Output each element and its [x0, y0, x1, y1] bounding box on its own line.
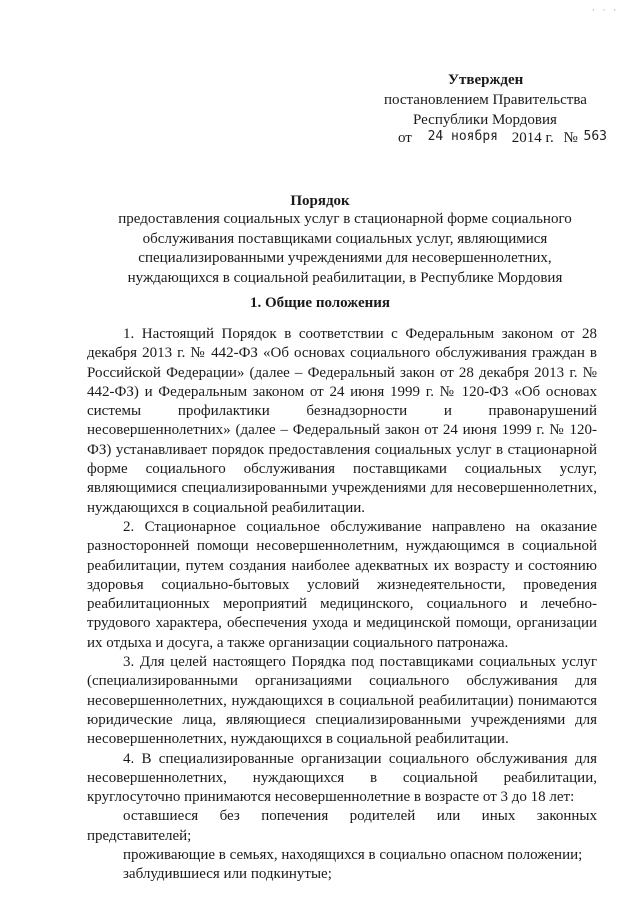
decree-number: 563 [583, 129, 607, 144]
approved-heading: Утвержден [448, 72, 524, 88]
corner-mark: · · · [592, 6, 619, 15]
section-title: 1. Общие положения [249, 295, 391, 311]
date-month: ноября [451, 129, 498, 144]
date-year: 2014 г. [511, 130, 554, 146]
list-item: проживающие в семьях, находящихся в социально опасном положении; [123, 847, 583, 864]
document-body [87, 325, 597, 885]
paragraph-4: 4. В специализированные организации социального обслуживания для несовершеннолетних, нуждающихся в социальной реабилитации, круглосуточно принимаются несовершеннолетние в возрасте от 3 до 18 лет: [87, 750, 597, 806]
date-day: 24 [427, 129, 444, 144]
paragraph-2: 2. Стационарное социальное обслуживание направлено на оказание разносторонней помощи несовершеннолетним, нуждающимся в социальной реабилитации, путем создания наиболее адекватных их возрасту и состоянию здоровья социально-бытовых условий жизнедеятельности, проведения реабилитационных мероприятий медицинского, социального и лечебно-трудового характера, обеспечения ухода и медицинской помощи, организации их отдыха и досуга, а также организации социального патронажа. [87, 518, 597, 651]
paragraph-3: 3. Для целей настоящего Порядка под поставщиками социальных услуг (специализированными организациями социального обслуживания для несовершеннолетних, нуждающихся в социальной реабилитации) понимаются юридические лица, являющиеся специализированными учреждениями для несовершеннолетних, нуждающихся в социальной реабилитации. [87, 654, 597, 748]
paragraph-1: 1. Настоящий Порядок в соответствии с Федеральным законом от 28 декабря 2013 г. № 442-ФЗ «Об основах социального обслуживания граждан в Российской Федерации» (далее – Федеральный закон от 28 декабря 2013 г. № 442-ФЗ) и Федеральным законом от 24 июня 1999 г. № 120-ФЗ «Об основах системы профилактики безнадзорности и правонарушений несовершеннолетних» (далее – Федеральный закон от 24 июня 1999 г. № 120-ФЗ) устанавливает порядок предоставления социальных услуг в стационарной форме социального обслуживания поставщиками социальных услуг, являющимися специализированными учреждениями для несовершеннолетних, нуждающихся в социальной реабилитации. [87, 326, 597, 516]
number-sign: № [563, 130, 578, 146]
date-prefix: от [398, 130, 412, 146]
document-title: Порядок [290, 193, 350, 209]
date-line [398, 130, 607, 147]
list-item: оставшиеся без попечения родителей или иных законных представителей; [87, 808, 597, 844]
list-item: заблудившиеся или подкинутые; [123, 866, 332, 883]
document-subtitle: предоставления социальных услуг в стационарной форме социального обслуживания поставщиками социальных услуг, являющимися специализированными учреждениями для несовершеннолетних, нуждающихся в социальной реабилитации, в Республике Мордовия [118, 211, 572, 286]
decree-line: постановлением Правительства [384, 92, 587, 108]
republic-line: Республики Мордовия [413, 112, 557, 128]
